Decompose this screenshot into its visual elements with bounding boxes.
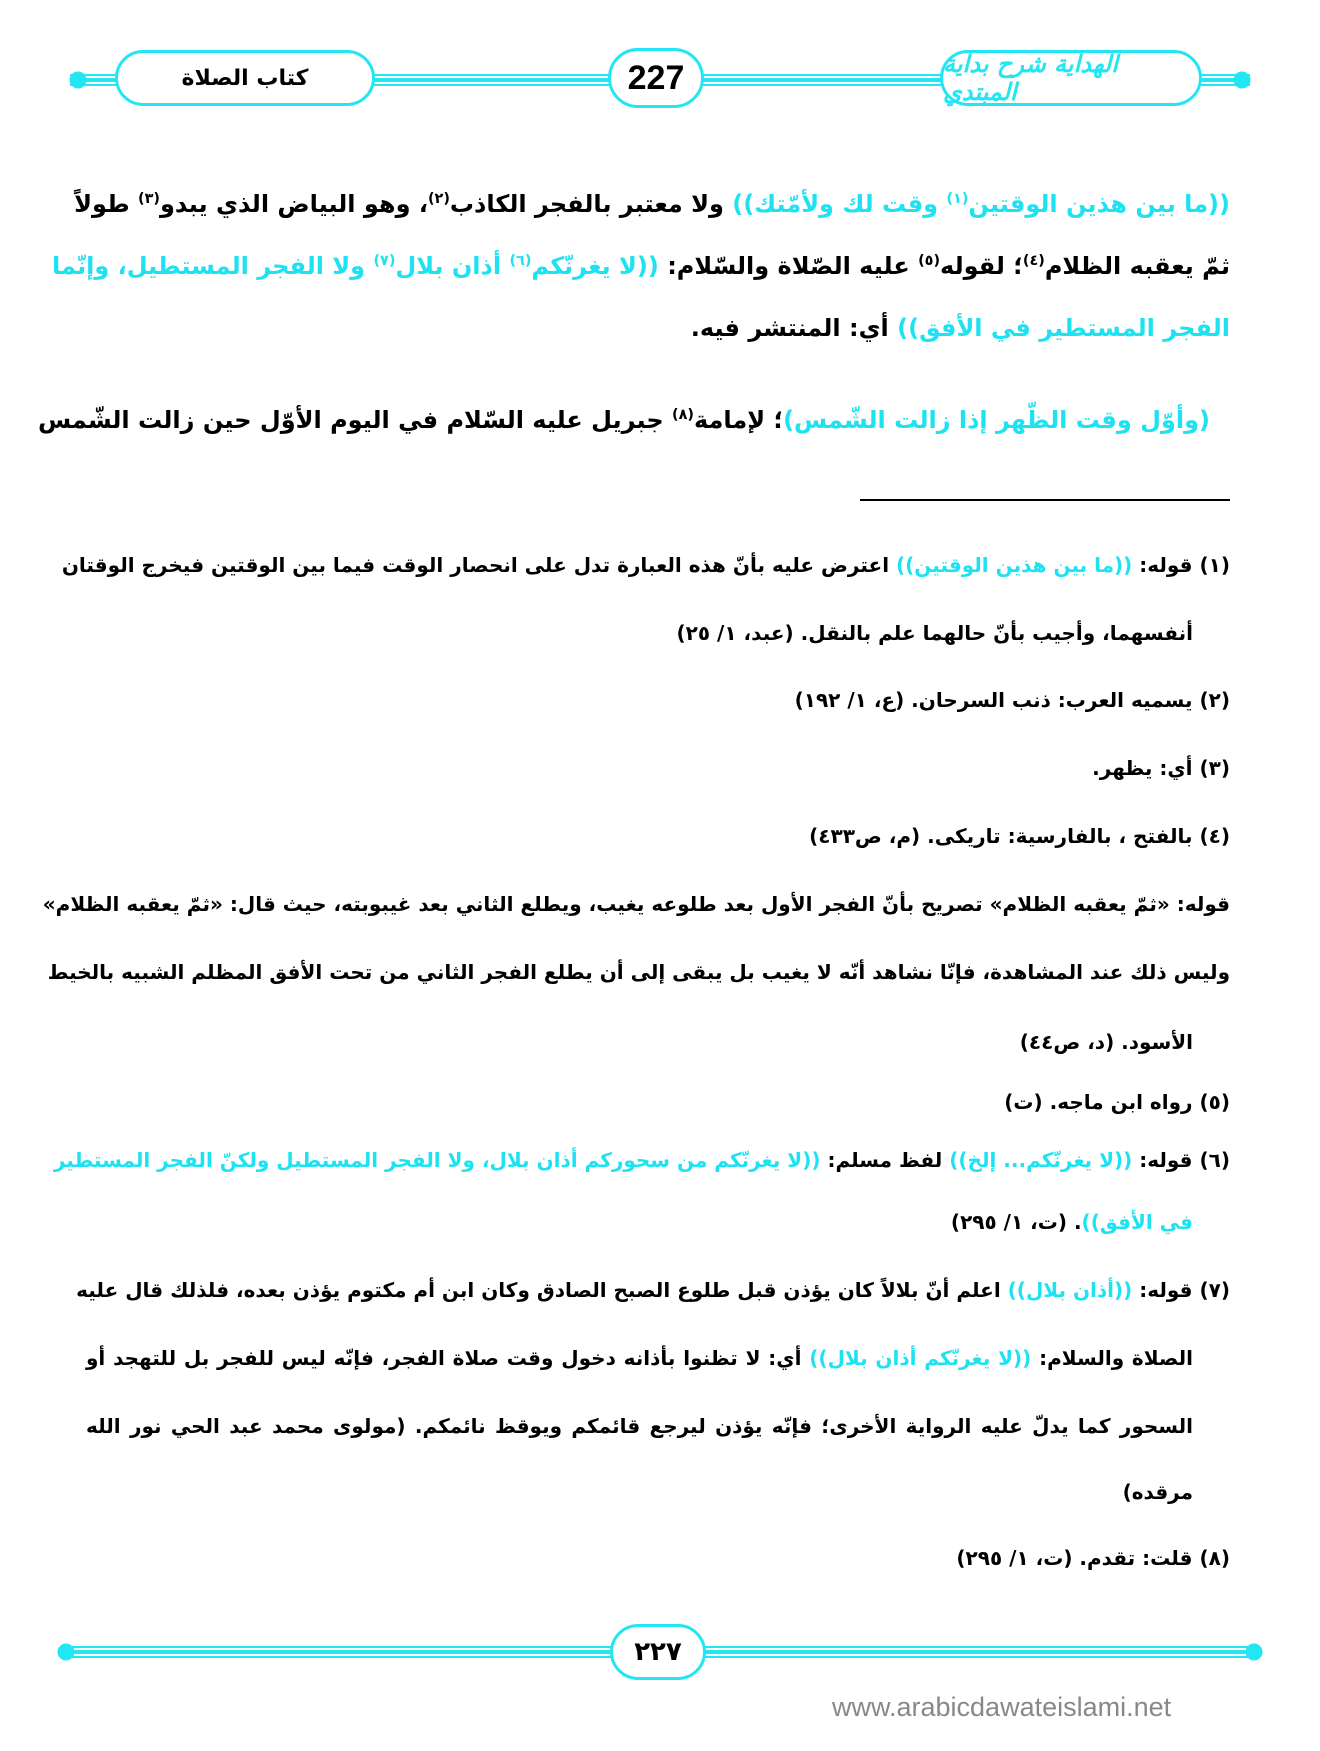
text-segment: (٥) رواه ابن ماجه. (ت) — [1004, 1090, 1230, 1114]
quoted-text: الفجر المستطير في الأفق)) — [888, 314, 1230, 342]
text-segment: (٢) يسميه العرب: ذنب السرحان. (ع، ١/ ١٩٢) — [794, 688, 1230, 712]
text-segment: السحور كما يدلّ عليه الرواية الأخرى؛ فإنّه يؤذن ليرجع قائمكم ويوقظ نائمكم. (مولوى محمد عبد الحي نور الله — [86, 1414, 1193, 1438]
footnote-line — [61, 553, 1230, 577]
text-line — [86, 314, 1230, 342]
text-segment: اعترض عليه بأنّ هذه العبارة تدل على انحصار الوقت فيما بين الوقتين فيخرج الوقتان — [61, 553, 890, 577]
text-segment: وليس ذلك عند المشاهدة، فإنّا نشاهد أنّه لا يغيب بل يبقى إلى أن يطلع الفجر الثاني من تحت الأفق المظلم الشبيه بالخيط — [47, 960, 1230, 984]
footnote-line — [86, 621, 1193, 645]
text-segment: طولاً — [74, 190, 139, 218]
footnote-line — [86, 756, 1230, 780]
quoted-text: ولا الفجر المستطيل، وإنّما — [51, 252, 374, 280]
text-segment: الصلاة والسلام: — [1031, 1346, 1193, 1370]
text-segment: . (ت، ١/ ٢٩٥) — [950, 1210, 1082, 1234]
footnote-line — [86, 1480, 1193, 1504]
quoted-text: (وأوّل وقت الظّهر إذا زالت الشّمس) — [783, 406, 1210, 434]
quoted-text: ((لا يغرنّكم أذان بلال)) — [801, 1346, 1032, 1370]
footnote-ref: (٨) — [672, 407, 694, 423]
text-segment: جبريل عليه السّلام في اليوم الأوّل حين زالت الشّمس — [37, 406, 672, 434]
text-line — [74, 190, 1230, 218]
quoted-text: وقت لك ولأمّتك)) — [723, 190, 947, 218]
quoted-text: ((ما بين هذين الوقتين)) — [889, 553, 1133, 577]
footnote-line — [42, 892, 1230, 916]
quoted-text: أذان بلال — [395, 252, 510, 280]
footnote-line — [86, 1210, 1193, 1234]
text-segment: ؛ لإمامة — [693, 406, 784, 434]
book-title-label — [940, 50, 1202, 106]
quoted-text: ((ما بين هذين الوقتين — [968, 190, 1230, 218]
text-segment: (٤) بالفتح ، بالفارسية: تاريكى. (م، ص٤٣٣) — [809, 824, 1230, 848]
text-segment: (١) قوله: — [1132, 553, 1230, 577]
footnote-line — [86, 1030, 1193, 1054]
footer-page-badge — [610, 1624, 706, 1680]
footnote-line — [86, 1090, 1230, 1114]
text-segment: أي: المنتشر فيه. — [690, 314, 889, 342]
footnote-line — [53, 1148, 1230, 1172]
text-segment: أي: لا تظنوا بأذانه دخول وقت صلاة الفجر، فإنّه ليس للفجر بل للتهجد أو — [86, 1346, 802, 1370]
footnote-ref: (١) — [946, 191, 969, 207]
website-url: www.arabicdawateislami.net — [832, 1692, 1172, 1722]
page-number: 227 — [627, 58, 685, 97]
footnote-line — [76, 1278, 1230, 1302]
quoted-text: ((لا يغرنّكم من سحوركم أذان بلال، ولا الفجر المستطيل ولكنّ الفجر المستطير — [53, 1148, 821, 1172]
text-segment: (٨) قلت: تقدم. (ت، ١/ ٢٩٥) — [956, 1546, 1230, 1570]
footnote-line — [86, 1346, 1193, 1370]
footnote-ref: (٦) — [509, 253, 532, 269]
footnote-line — [86, 824, 1230, 848]
quoted-text: في الأفق)) — [1081, 1210, 1193, 1234]
footnote-line — [86, 1414, 1193, 1438]
text-segment: ؛ لقوله — [940, 252, 1023, 280]
text-segment: ، وهو البياض الذي يبدو — [160, 190, 428, 218]
text-line — [51, 252, 1230, 280]
text-segment: الأسود. (د، ص٤٤) — [1019, 1030, 1193, 1054]
footer-page-number: ٢٢٧ — [634, 1637, 682, 1667]
footnote-line — [86, 1546, 1230, 1570]
footnote-line — [47, 960, 1230, 984]
text-line — [37, 406, 1210, 434]
footnote-ref: (٥) — [918, 253, 941, 269]
text-segment: لفظ مسلم: — [820, 1148, 943, 1172]
chapter-label — [115, 50, 375, 106]
book-title: الهداية شرح بداية المبتدي — [943, 50, 1118, 106]
footnote-line — [86, 688, 1230, 712]
quoted-text: ((لا يغرنّكم... إلخ)) — [942, 1148, 1133, 1172]
chapter-title: كتاب الصلاة — [181, 65, 309, 91]
footnote-separator — [860, 499, 1230, 501]
page-number-badge — [608, 48, 704, 108]
text-segment: عليه الصّلاة والسّلام: — [658, 252, 919, 280]
text-segment: (٧) قوله: — [1132, 1278, 1230, 1302]
text-segment: قوله: «ثمّ يعقبه الظلام» تصريح بأنّ الفجر الأول بعد طلوعه يغيب، ويطلع الثاني بعد غيبوبته، حيث قال: «ثمّ يعقبه الظلام» — [42, 892, 1230, 916]
footnote-ref: (٧) — [373, 253, 396, 269]
text-segment: (٣) أي: يظهر. — [1092, 756, 1230, 780]
footnote-ref: (٤) — [1022, 253, 1045, 269]
text-segment: أنفسهما، وأجيب بأنّ حالهما علم بالنقل. (عبد، ١/ ٢٥) — [676, 621, 1193, 645]
footnote-ref: (٣) — [138, 191, 160, 207]
text-segment: اعلم أنّ بلالاً كان يؤذن قبل طلوع الصبح الصادق وكان ابن أم مكتوم يؤذن بعده، فلذلك قال عليه — [76, 1278, 1001, 1302]
footnote-ref: (٢) — [427, 191, 450, 207]
text-segment: (٦) قوله: — [1132, 1148, 1230, 1172]
text-segment: ولا معتبر بالفجر الكاذب — [449, 190, 724, 218]
text-segment: ثمّ يعقبه الظلام — [1044, 252, 1230, 280]
text-segment: مرقده) — [1122, 1480, 1193, 1504]
quoted-text: ((أذان بلال)) — [1000, 1278, 1133, 1302]
quoted-text: ((لا يغرنّكم — [531, 252, 659, 280]
